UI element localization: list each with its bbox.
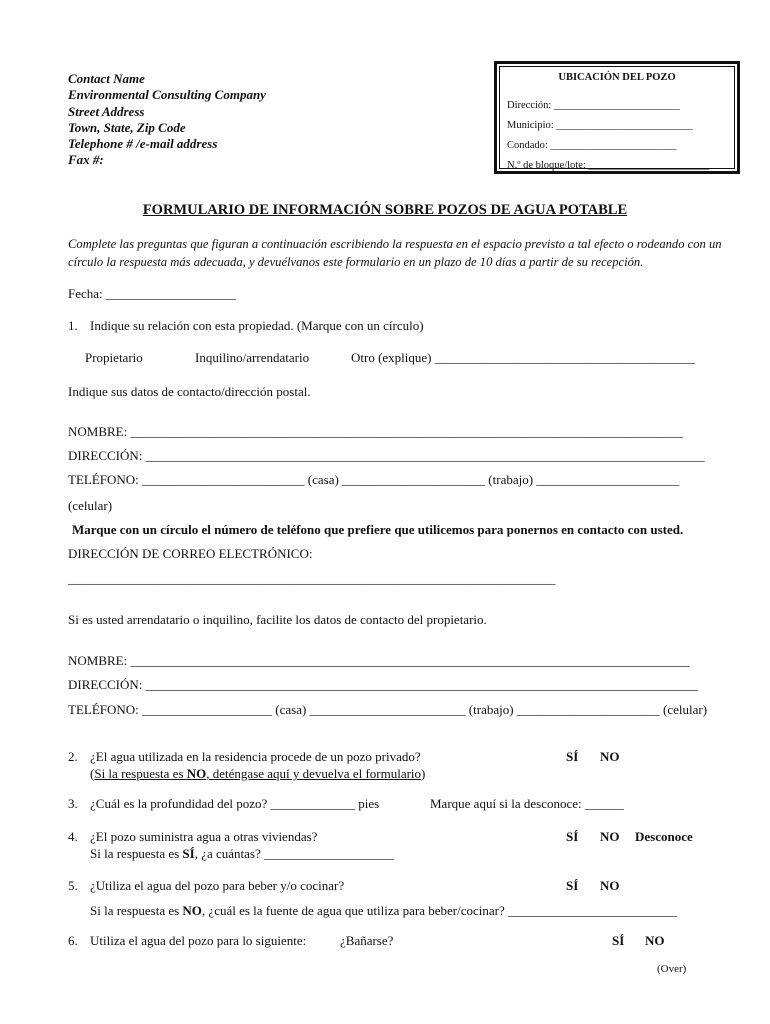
phone-instruction: Marque con un círculo el número de teléfono que prefiere que utilicemos para ponernos en contacto con usted. <box>72 522 684 537</box>
contact-town: Town, State, Zip Code <box>68 119 186 135</box>
form-intro: Complete las preguntas que figuran a continuación escribiendo la respuesta en el espacio previsto a tal efecto o rodeando con un círculo la respuesta más adecuada, y devuélvanos este formulario en un plazo de 10 días a partir de su recepción. <box>68 237 722 269</box>
question-5-text: ¿Utiliza el agua del pozo para beber y/o cocinar? <box>90 878 345 893</box>
question-4-unknown[interactable]: Desconoce <box>635 829 693 844</box>
cell-label: (celular) <box>68 498 113 513</box>
question-2-note: (Si la respuesta es NO, deténgase aquí y devuelva el formulario) <box>90 766 426 781</box>
question-4 <box>68 829 317 845</box>
phone-field[interactable]: TELÉFONO: _________________________ (casa) ______________________ (trabajo) ______________________ <box>68 472 680 487</box>
question-5-follow-c[interactable]: , ¿cuál es la fuente de agua que utiliza para beber/cocinar? __________________________ <box>201 903 677 918</box>
contact-prompt: Indique sus datos de contacto/dirección postal. <box>68 384 311 399</box>
question-5-follow-no: NO <box>182 903 202 918</box>
question-5-yes[interactable]: SÍ <box>566 878 579 893</box>
question-4-follow <box>90 846 394 862</box>
question-6-number: 6. <box>68 933 78 948</box>
owner-name-field[interactable]: NOMBRE: ______________________________________________________________________________________ <box>68 653 690 668</box>
option-other[interactable]: Otro (explique) ________________________________________ <box>351 350 695 365</box>
well-location-box <box>494 61 740 174</box>
question-2-yes[interactable]: SÍ <box>566 749 579 764</box>
question-5-number: 5. <box>68 878 78 893</box>
well-block-lot-field[interactable]: N.º de bloque/lote: _______________________ <box>507 160 710 171</box>
well-municipality-field[interactable]: Municipio: __________________________ <box>507 120 693 131</box>
question-5-no[interactable]: NO <box>600 878 620 893</box>
question-2-number: 2. <box>68 749 78 764</box>
contact-telephone: Telephone # /e-mail address <box>68 136 218 152</box>
question-6-bath: ¿Bañarse? <box>340 933 394 948</box>
email-label: DIRECCIÓN DE CORREO ELECTRÓNICO: <box>68 546 313 561</box>
question-2-note-no: NO <box>186 766 207 781</box>
option-tenant[interactable]: Inquilino/arrendatario <box>195 350 310 365</box>
question-5-follow-a: Si la respuesta es <box>90 903 183 918</box>
contact-company: Environmental Consulting Company <box>68 87 266 103</box>
question-5-follow <box>90 903 677 919</box>
contact-name: Contact Name <box>68 71 145 86</box>
question-3-number: 3. <box>68 796 78 811</box>
question-5 <box>68 878 344 894</box>
option-owner[interactable]: Propietario <box>85 350 143 365</box>
question-6-text: Utiliza el agua del pozo para lo siguiente: <box>90 933 307 948</box>
contact-fax: Fax #: <box>68 152 104 168</box>
question-4-follow-a: Si la respuesta es <box>90 846 183 861</box>
question-2-note-a: Si la respuesta es <box>94 766 187 781</box>
contact-street: Street Address <box>68 103 145 119</box>
question-4-no[interactable]: NO <box>600 829 620 844</box>
contact-block <box>68 71 266 169</box>
question-2-text: ¿El agua utilizada en la residencia procede de un pozo privado? <box>90 749 421 764</box>
question-1-number: 1. <box>68 318 78 333</box>
question-4-follow-yes: SÍ <box>182 846 195 861</box>
well-address-field[interactable]: Dirección: ________________________ <box>507 100 680 111</box>
question-4-number: 4. <box>68 829 78 844</box>
question-6-no[interactable]: NO <box>645 933 665 948</box>
well-county-field[interactable]: Condado: ________________________ <box>507 140 677 151</box>
question-6-yes[interactable]: SÍ <box>612 933 625 948</box>
date-field[interactable]: Fecha: ____________________ <box>68 286 236 301</box>
email-field[interactable]: ___________________________________________________________________________ <box>68 571 556 586</box>
question-1 <box>68 318 424 334</box>
question-4-yes[interactable]: SÍ <box>566 829 579 844</box>
question-4-follow-c[interactable]: , ¿a cuántas? ____________________ <box>194 846 395 861</box>
question-3-unknown[interactable]: Marque aquí si la desconoce: ______ <box>430 796 624 811</box>
question-2 <box>68 749 421 765</box>
owner-phone-field[interactable]: TELÉFONO: ____________________ (casa) ________________________ (trabajo) ______________________ (celular) <box>68 702 708 717</box>
question-2-note-c: , deténgase aquí y devuelva el formulario <box>206 766 422 781</box>
question-6 <box>68 933 306 949</box>
form-title: FORMULARIO DE INFORMACIÓN SOBRE POZOS DE AGUA POTABLE <box>142 202 628 218</box>
owner-prompt: Si es usted arrendatario o inquilino, facilite los datos de contacto del propietario. <box>68 612 487 627</box>
question-1-text: Indique su relación con esta propiedad. (Marque con un círculo) <box>90 318 424 333</box>
address-field[interactable]: DIRECCIÓN: ______________________________________________________________________________________ <box>68 448 705 463</box>
question-2-no[interactable]: NO <box>600 749 620 764</box>
question-3 <box>68 796 379 812</box>
owner-address-field[interactable]: DIRECCIÓN: _____________________________________________________________________________________ <box>68 677 699 692</box>
page-over-label: (Over) <box>657 963 687 975</box>
name-field[interactable]: NOMBRE: _____________________________________________________________________________________ <box>68 424 683 439</box>
well-location-title: UBICACIÓN DEL POZO <box>558 72 676 83</box>
question-3-text[interactable]: ¿Cuál es la profundidad del pozo? _____________ pies <box>90 796 380 811</box>
question-4-text: ¿El pozo suministra agua a otras viviendas? <box>90 829 318 844</box>
